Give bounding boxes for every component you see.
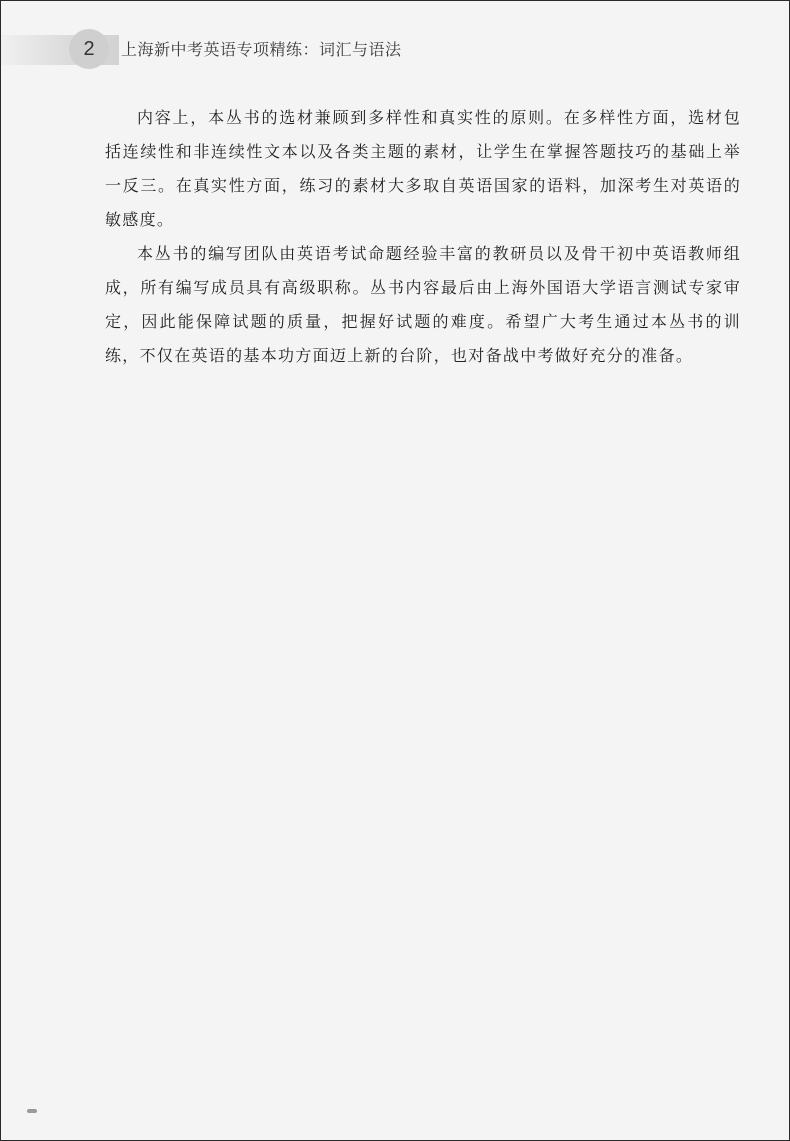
paragraph: 内容上，本丛书的选材兼顾到多样性和真实性的原则。在多样性方面，选材包括连续性和非连续性文本以及各类主题的素材，让学生在掌握答题技巧的基础上举一反三。在真实性方面，练习的素材大多取自英语国家的语料，加深考生对英语的敏感度。: [105, 108, 741, 229]
paragraph: 本丛书的编写团队由英语考试命题经验丰富的教研员以及骨干初中英语教师组成，所有编写成员具有高级职称。丛书内容最后由上海外国语大学语言测试专家审定，因此能保障试题的质量，把握好试题的难度。希望广大考生通过本丛书的训练，不仅在英语的基本功方面迈上新的台阶，也对备战中考做好充分的准备。: [105, 244, 741, 365]
running-title: 上海新中考英语专项精练：词汇与语法: [121, 40, 402, 59]
page-number: 2: [69, 29, 109, 69]
body-text: [105, 101, 741, 373]
scan-speck: [27, 1109, 37, 1113]
